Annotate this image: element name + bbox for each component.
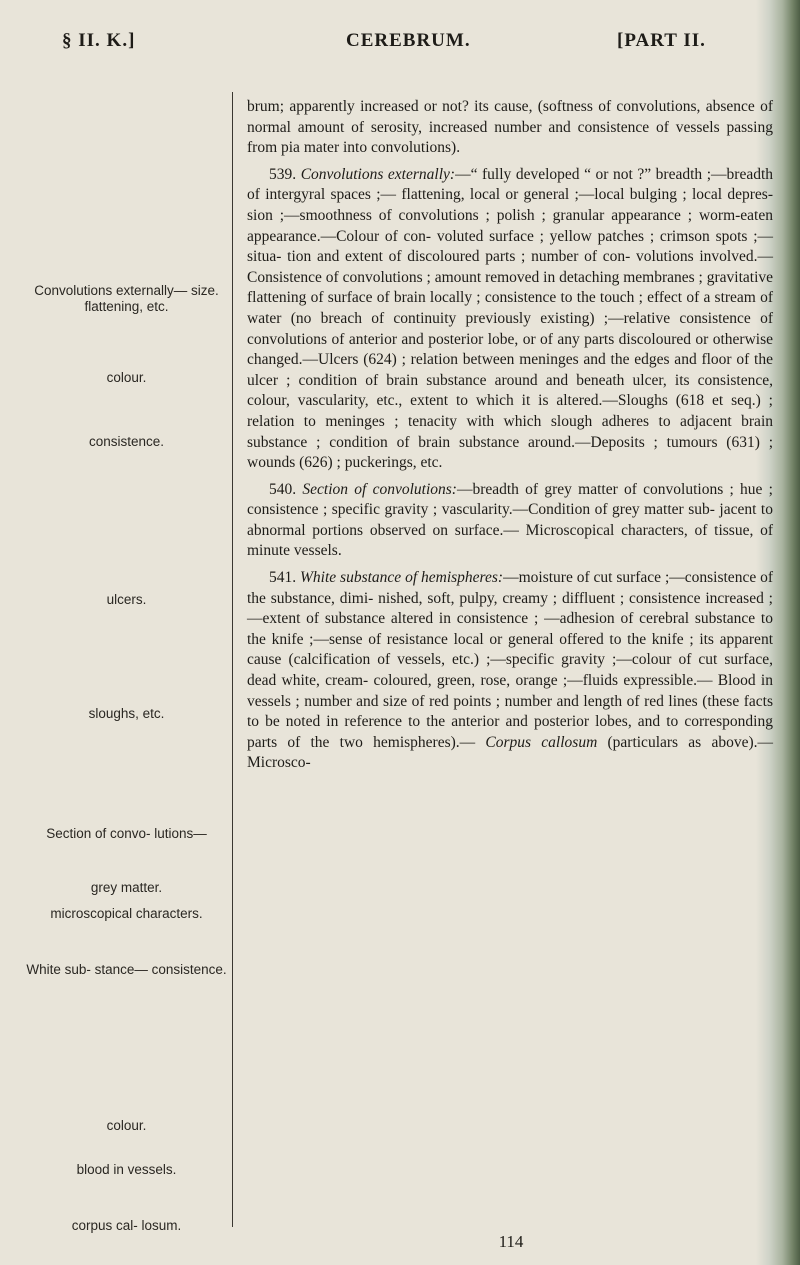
paragraph-number: 541. <box>269 569 297 587</box>
margin-rule <box>232 92 233 1227</box>
margin-note: blood in vessels. <box>76 1162 177 1177</box>
margin-note: corpus cal- losum. <box>71 1218 182 1233</box>
paragraph-540 <box>247 480 773 562</box>
paragraph-subheading: Corpus callosum <box>485 733 598 751</box>
paragraph-text: —breadth of grey matter of convolutions ; hue ; consistence ; specific gravity ; vascularity.—Condition of grey matter sub- jacent to abnormal portions observed on surface.— Microscopical characters, of tissue, of minute vessels. <box>247 480 773 560</box>
margin-note: colour. <box>106 1118 147 1133</box>
paragraph-539 <box>247 165 773 474</box>
paragraph-number: 539. <box>269 165 297 183</box>
paragraph-heading: Section of convolutions: <box>302 480 457 498</box>
margin-note: grey matter. <box>90 880 163 895</box>
paragraph-number: 540. <box>269 480 297 498</box>
margin-note: microscopical characters. <box>50 906 203 921</box>
header-title: CEREBRUM. <box>346 30 471 51</box>
paragraph-heading: Convolutions externally: <box>300 165 456 183</box>
margin-note: ulcers. <box>106 592 147 607</box>
paragraph-heading: White substance of hemispheres: <box>300 569 504 587</box>
margin-note: White sub- stance— consistence. <box>26 962 227 977</box>
page-number: 114 <box>498 1232 524 1251</box>
header-section-ref: § II. K.] <box>62 30 136 51</box>
paragraph-text: —“ fully developed “ or not ?” breadth ;—breadth of intergyral spaces ;— flattening, local or general ;—local bulging ; local depres- sion ;—smoothness of convolutions ; polish ; granular appearance ; worm-eaten appearance.—Colour of con- voluted surface ; yellow patches ; crimson spots ;— situa- tion and extent of discoloured parts ; number of con- volutions involved.—Consistence of convolutions ; amount removed in detaching membranes ; gravitative flattening of surface of brain locally ; consistence to the touch ; effect of a stream of water (no breach of continuity previously existing) ;—relative consistence of convolutions of anterior and posterior lobe, or of any parts discoloured or otherwise changed.—Ulcers (624) ; relation between meninges and the edges and floor of the ulcer ; condition of brain substance around and beneath ulcer, its consistence, colour, vascularity, etc., extent to which it is altered.—Sloughs (618 et seq.) ; relation to meninges ; tenacity with which slough adheres to adjacent brain substance ; condition of brain substance around.—Deposits ; tumours (631) ; wounds (626) ; puckerings, etc. <box>247 165 774 472</box>
margin-note: Section of convo- lutions— <box>46 826 207 841</box>
margin-note: colour. <box>106 370 147 385</box>
margin-note: Convolutions externally— size. flattening, etc. <box>34 283 219 314</box>
header-part-ref: [PART II. <box>617 30 706 51</box>
margin-note: consistence. <box>88 434 165 449</box>
paragraph-text: —moisture of cut surface ;—consistence of the substance, dimi- nished, soft, pulpy, creamy ; diffluent ; consistence increased ;—extent of substance altered in consistence ; —adhesion of cerebral substance to the knife ;—sense of resistance local or general offered to the knife ; its apparent cause (calcification of vessels, etc.) ;—specific gravity ;—colour of cut surface, dead white, cream- coloured, green, rose, orange ;—fluids expressible.— Blood in vessels ; number and size of red points ; number and length of red lines (these facts to be noted in reference to the anterior and posterior lobes, and to corresponding parts of the two hemispheres).— <box>247 569 773 751</box>
paragraph-text-tail: (particulars as above).—Microsco- <box>247 733 773 772</box>
paragraph-541 <box>247 568 773 774</box>
main-text <box>247 97 773 774</box>
margin-note: sloughs, etc. <box>88 706 165 721</box>
paragraph-continuation: brum; apparently increased or not? its cause, (softness of convolutions, absence of normal amount of serosity, increased number and consistence of vessels passing from pia mater into convolutions). <box>247 98 773 157</box>
running-header <box>0 30 800 60</box>
